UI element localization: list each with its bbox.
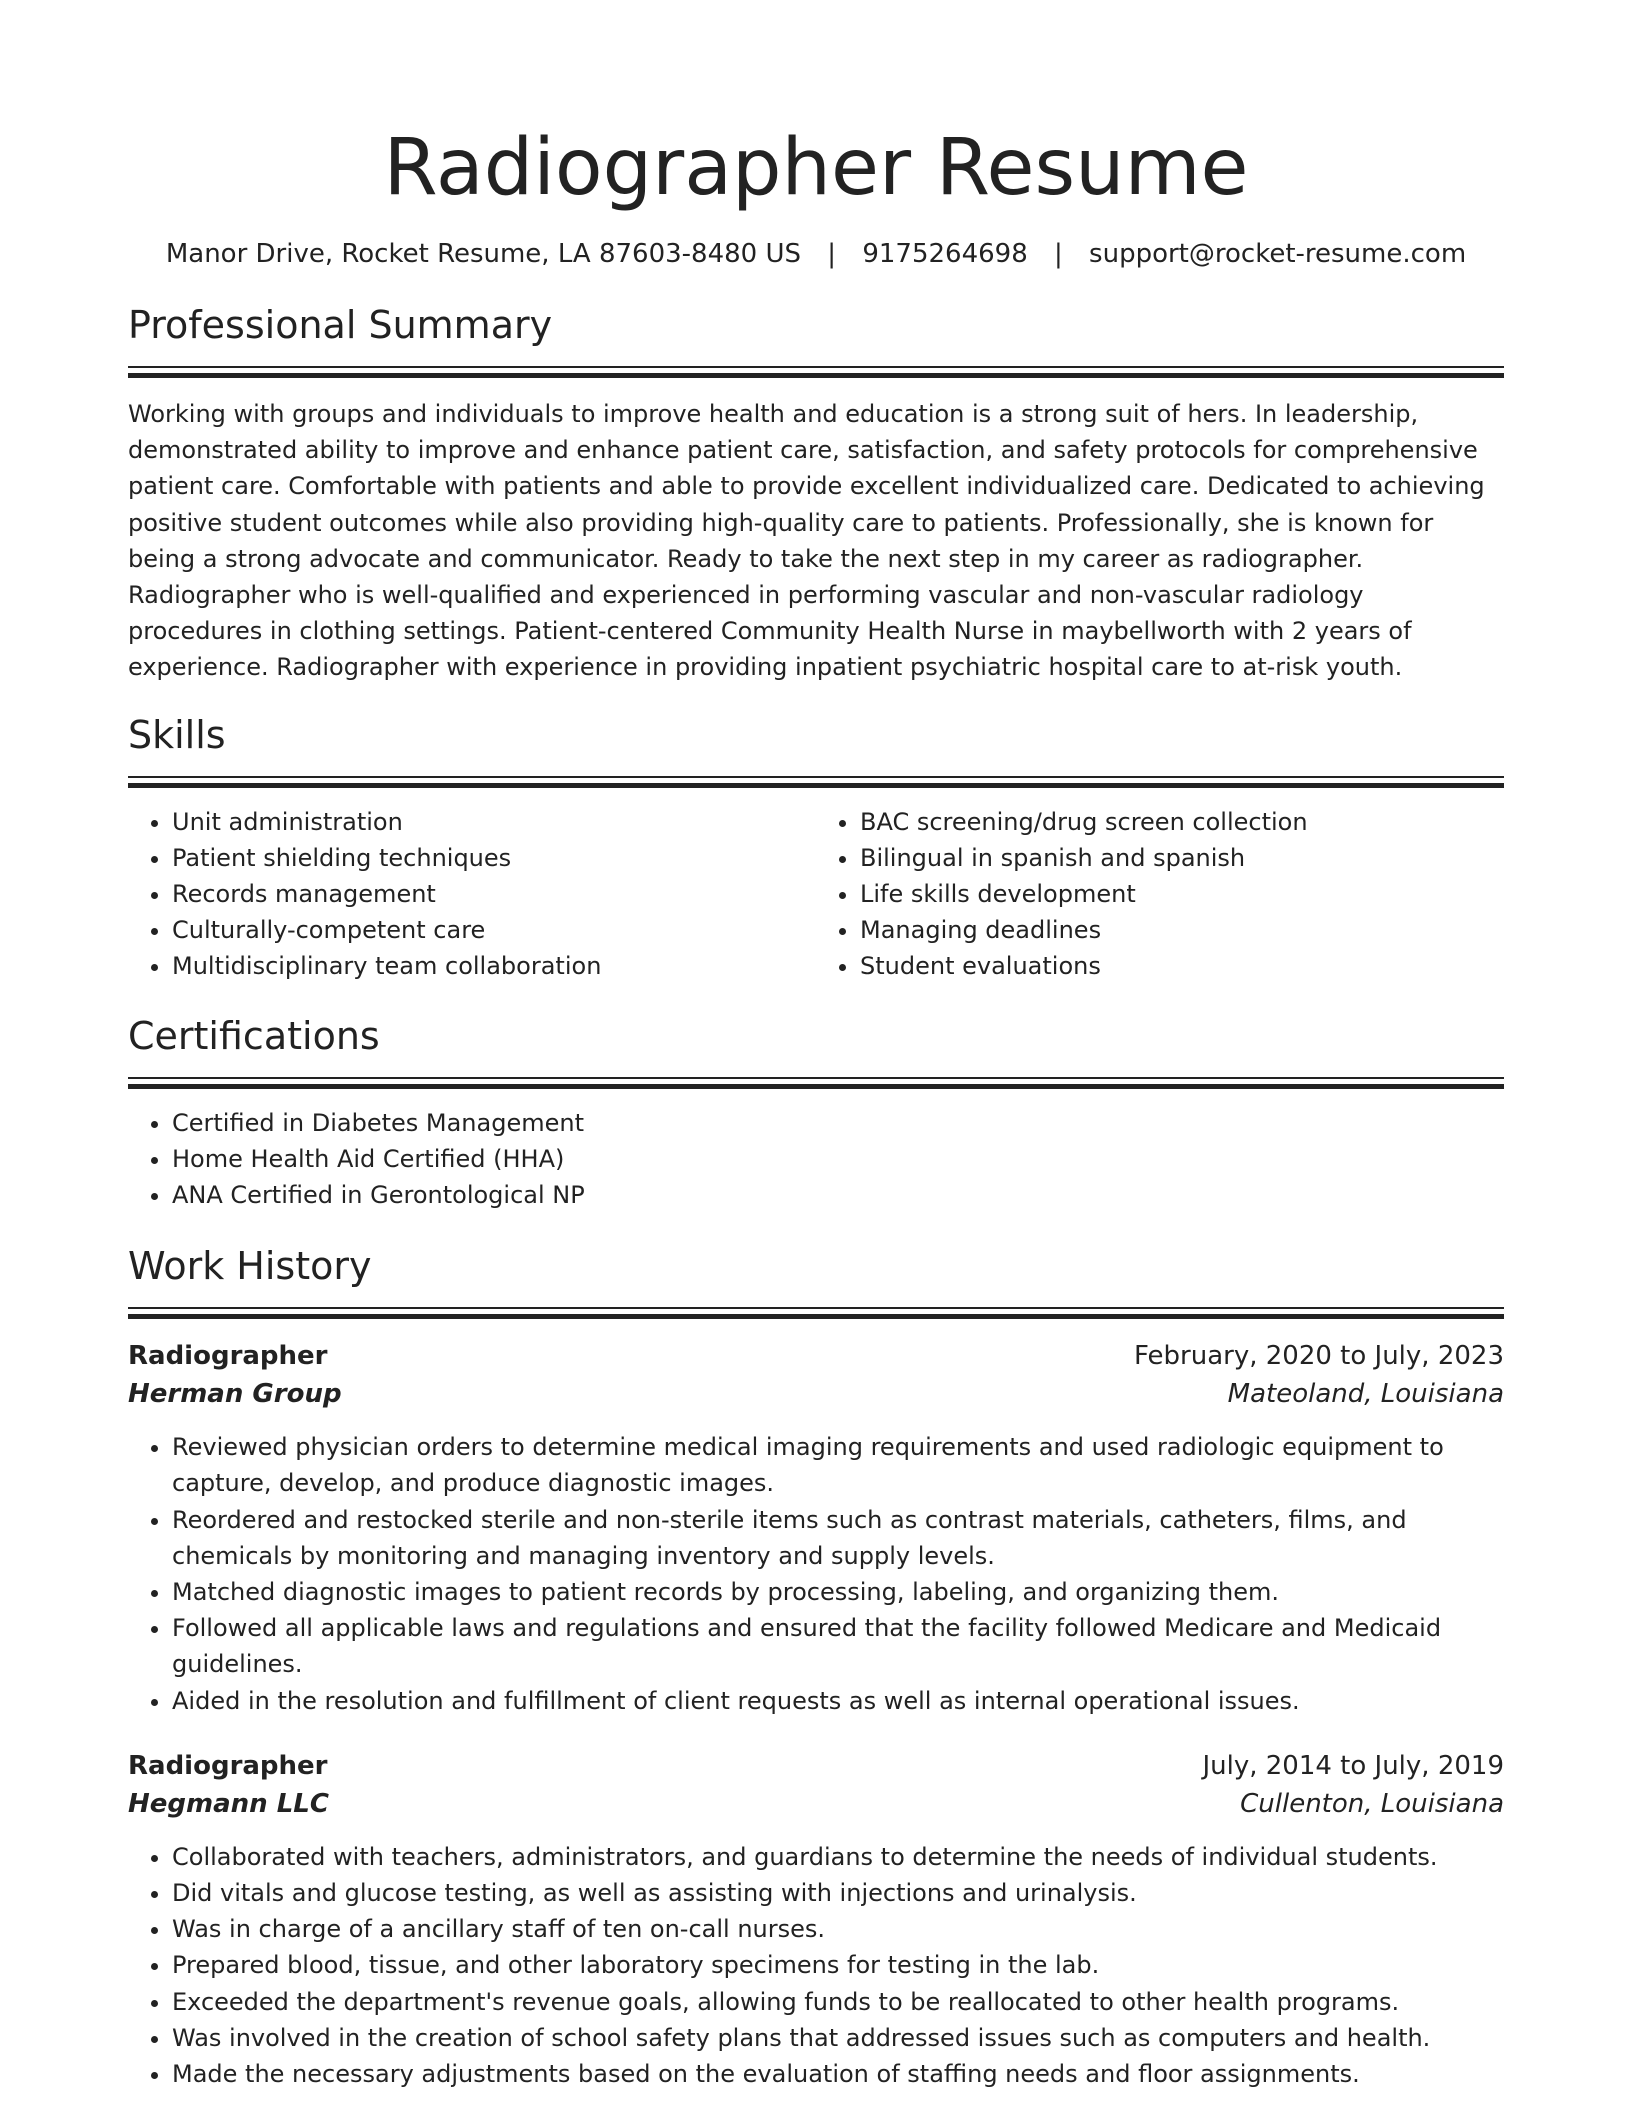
job-bullet: • Matched diagnostic images to patient records by processing, labeling, and organizing them. [172, 1574, 1504, 1610]
section-divider [128, 1077, 1504, 1091]
summary-section [128, 302, 1504, 686]
skills-heading: Skills [128, 712, 226, 757]
skills-section [128, 712, 1504, 985]
job-title: Radiographer [128, 1341, 328, 1372]
certifications-heading: Certifications [128, 1013, 380, 1058]
job-header-row [128, 1337, 1504, 1375]
skill-item: • Bilingual in spanish and spanish [860, 840, 1504, 876]
contact-separator: | [827, 239, 837, 269]
summary-heading: Professional Summary [128, 303, 553, 347]
job-bullets [128, 1839, 1504, 2092]
skill-item: • Multidisciplinary team collaboration [172, 948, 816, 984]
section-divider [128, 1307, 1504, 1321]
contact-separator: | [1054, 239, 1063, 269]
skill-item: • Student evaluations [860, 948, 1504, 984]
job-bullet: • Collaborated with teachers, administrators, and guardians to determine the needs of individual students. [172, 1839, 1504, 1875]
job-bullet: • Prepared blood, tissue, and other laboratory specimens for testing in the lab. [172, 1947, 1504, 1983]
job-dates: July, 2014 to July, 2019 [1202, 1750, 1504, 1781]
certifications-section [128, 1013, 1504, 1214]
skills-columns [128, 804, 1504, 985]
job-entry [128, 1747, 1504, 2092]
job-location: Cullenton, Louisiana [1240, 1788, 1504, 1819]
skill-item: • Records management [172, 876, 816, 912]
skill-item: • Patient shielding techniques [172, 840, 816, 876]
certification-item: • ANA Certified in Gerontological NP [172, 1177, 1504, 1213]
section-divider [128, 366, 1504, 380]
contact-address: Manor Drive, Rocket Resume, LA 87603-8480 US [165, 239, 802, 269]
job-entry [128, 1337, 1504, 1719]
contact-line [128, 236, 1504, 272]
section-divider [128, 776, 1504, 790]
skill-item: • Unit administration [172, 804, 816, 840]
job-bullet: • Was involved in the creation of school safety plans that addressed issues such as computers and health. [172, 2020, 1504, 2056]
contact-phone: 9175264698 [862, 239, 1028, 269]
job-bullet: • Followed all applicable laws and regulations and ensured that the facility followed Medicare and Medicaid guidelines. [172, 1610, 1504, 1682]
job-header-row [128, 1747, 1504, 1785]
skill-item: • Culturally-competent care [172, 912, 816, 948]
job-location: Mateoland, Louisiana [1227, 1379, 1504, 1410]
skills-list-right [816, 804, 1504, 985]
job-dates: February, 2020 to July, 2023 [1134, 1341, 1504, 1372]
job-company: Hegmann LLC [128, 1788, 329, 1819]
skill-item: • Managing deadlines [860, 912, 1504, 948]
job-bullet: • Reordered and restocked sterile and non-sterile items such as contrast materials, catheters, films, and chemicals by monitoring and managing inventory and supply levels. [172, 1502, 1504, 1574]
summary-text: Working with groups and individuals to improve health and education is a strong suit of hers. In leadership, demonstrated ability to improve and enhance patient care, satisfaction, and safety protocols for comprehensive patient care. Comfortable with patients and able to provide excellent individualized care. Dedicated to achieving positive student outcomes while also providing high-quality care to patients. Professionally, she is known for being a strong advocate and communicator. Ready to take the next step in my career as radiographer. Radiographer who is well-qualified and experienced in performing vascular and non-vascular radiology procedures in clothing settings. Patient-centered Community Health Nurse in maybellworth with 2 years of experience. Radiographer with experience in providing inpatient psychiatric hospital care to at-risk youth. [128, 400, 1485, 682]
job-bullet: • Exceeded the department's revenue goals, allowing funds to be reallocated to other health programs. [172, 1984, 1504, 2020]
job-bullet: • Was in charge of a ancillary staff of ten on-call nurses. [172, 1911, 1504, 1947]
job-company-row [128, 1375, 1504, 1413]
job-bullet: • Aided in the resolution and fulfillment of client requests as well as internal operational issues. [172, 1683, 1504, 1719]
certifications-list [128, 1105, 1504, 1214]
skill-item: • BAC screening/drug screen collection [860, 804, 1504, 840]
skill-item: • Life skills development [860, 876, 1504, 912]
work-history-heading: Work History [128, 1244, 372, 1289]
resume-title: Radiographer Resume [383, 123, 1249, 213]
job-bullet: • Made the necessary adjustments based on the evaluation of staffing needs and floor assignments. [172, 2056, 1504, 2092]
job-bullet: • Did vitals and glucose testing, as well as assisting with injections and urinalysis. [172, 1875, 1504, 1911]
job-company: Herman Group [128, 1379, 342, 1410]
contact-email: support@rocket-resume.com [1089, 239, 1467, 269]
certification-item: • Home Health Aid Certified (HHA) [172, 1141, 1504, 1177]
job-company-row [128, 1785, 1504, 1823]
resume-content [128, 0, 1504, 2092]
certification-item: • Certified in Diabetes Management [172, 1105, 1504, 1141]
work-history-section [128, 1243, 1504, 2092]
skills-list-left [128, 804, 816, 985]
job-bullet: • Reviewed physician orders to determine medical imaging requirements and used radiologic equipment to capture, develop, and produce diagnostic images. [172, 1429, 1504, 1501]
job-title: Radiographer [128, 1750, 328, 1781]
job-bullets [128, 1429, 1504, 1719]
